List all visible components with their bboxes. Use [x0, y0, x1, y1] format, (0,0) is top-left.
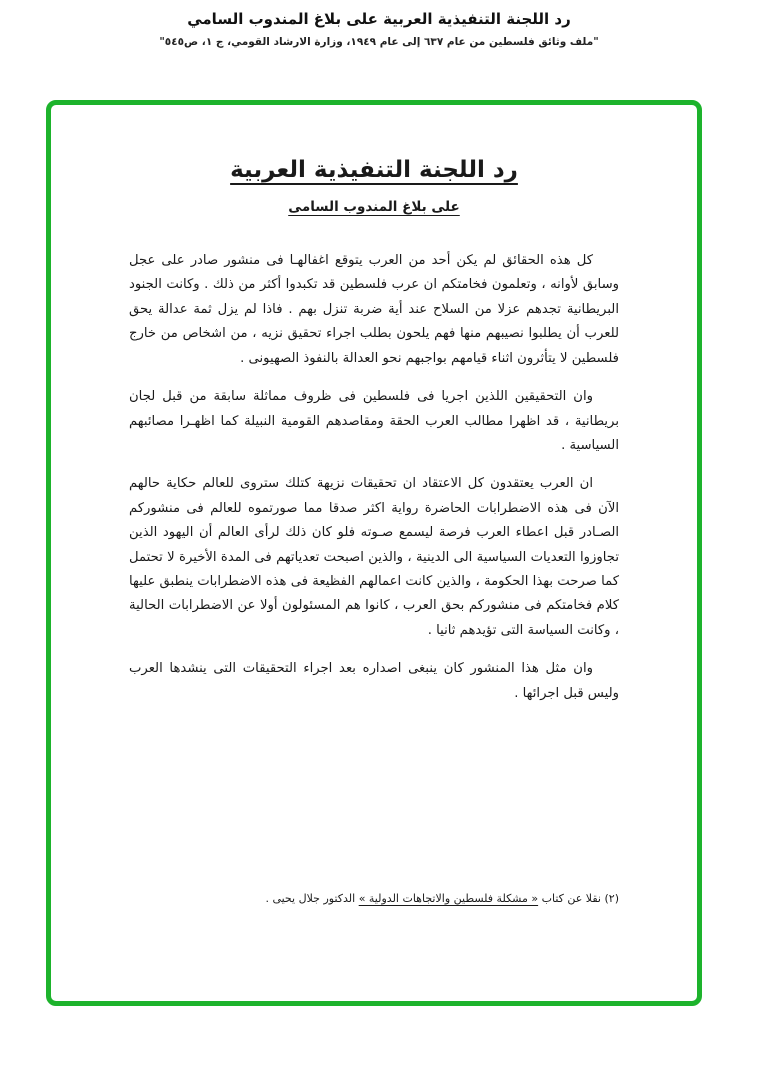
page-header-title: رد اللجنة التنفيذية العربية على بلاغ المندوب السامي [187, 10, 571, 28]
footnote-author-text: الدكتور جلال يحيى . [265, 892, 359, 905]
document-subtitle: على بلاغ المندوب السامى [288, 199, 460, 215]
footnote-marker-text: (٢) نقلا عن كتاب [538, 892, 619, 905]
document-content [51, 105, 697, 1001]
document-body [129, 249, 619, 706]
footnote-book-title: « مشكلة فلسطين والاتجاهات الدولية » [358, 892, 539, 905]
paragraph: كل هذه الحقائق لم يكن أحد من العرب يتوقع اغفالهـا فى منشور صادر على عجل وسابق لأوانه ، وتعلمون فخامتكم ان عرب فلسطين قد تكبدوا أكثر من ذلك . وكانت الجنود البريطانية تجدهم عزلا من السلاح عند أية ضربة تنزل بهم . فاذا لم يزل ثمة عدالة يحق للعرب أن يطلبوا نصيبهم منها فهم يلحون بطلب اجراء تحقيق نزيه ، من اشخاص من خارج فلسطين لا يتأثرون اثناء قيامهم بواجبهم نحو العدالة بالنفوذ الصهيونى . [129, 253, 619, 366]
paragraph: ان العرب يعتقدون كل الاعتقاد ان تحقيقات نزيهة كتلك ستروى للعالم حكاية حالهم الآن فى هذه الاضطرابات الحاضرة رواية اكثر صدقا مما صورتموه للعالم فى منشوركم الصـادر قبل اعطاء العرب فرصة ليسمع صـوته فلو كان ذلك لرأى العالم أن اليهود الذين تجاوزوا التعديات السياسية الى الدينية ، والذين اصبحت تعدياتهم فى المدة الأخيرة لا تحتمل كما صرحت بهذا الحكومة ، والذين كانت اعمالهم الفظيعة فى هذه الاضطرابات ينطبق عليها كلام فخامتكم فى منشوركم بحق العرب ، كانوا هم المسئولون أولا عن الاضطرابات الحالية ، وكانت السياسة التى تؤيدهم ثانيا . [129, 476, 619, 638]
page-header [0, 10, 758, 48]
document-frame [46, 100, 702, 1006]
document-title: رد اللجنة التنفيذية العربية [230, 157, 518, 183]
paragraph: وان التحقيقين اللذين اجريا فى فلسطين فى ظروف مماثلة سابقة من قبل لجان بريطانية ، قد اظهرا مطالب العرب الحقة ومقاصدهم القومية النبيلة كما اظهـرا مصائبهم السياسية . [129, 389, 619, 453]
footnote [129, 892, 619, 905]
paragraph: وان مثل هذا المنشور كان ينبغى اصداره بعد اجراء التحقيقات التى ينشدها العرب وليس قبل اجرائها . [129, 661, 619, 701]
page-header-source: "ملف وثائق فلسطين من عام ٦٣٧ إلى عام ١٩٤٩، وزارة الارشاد القومي، ج ١، ص٥٤٥" [159, 36, 599, 48]
